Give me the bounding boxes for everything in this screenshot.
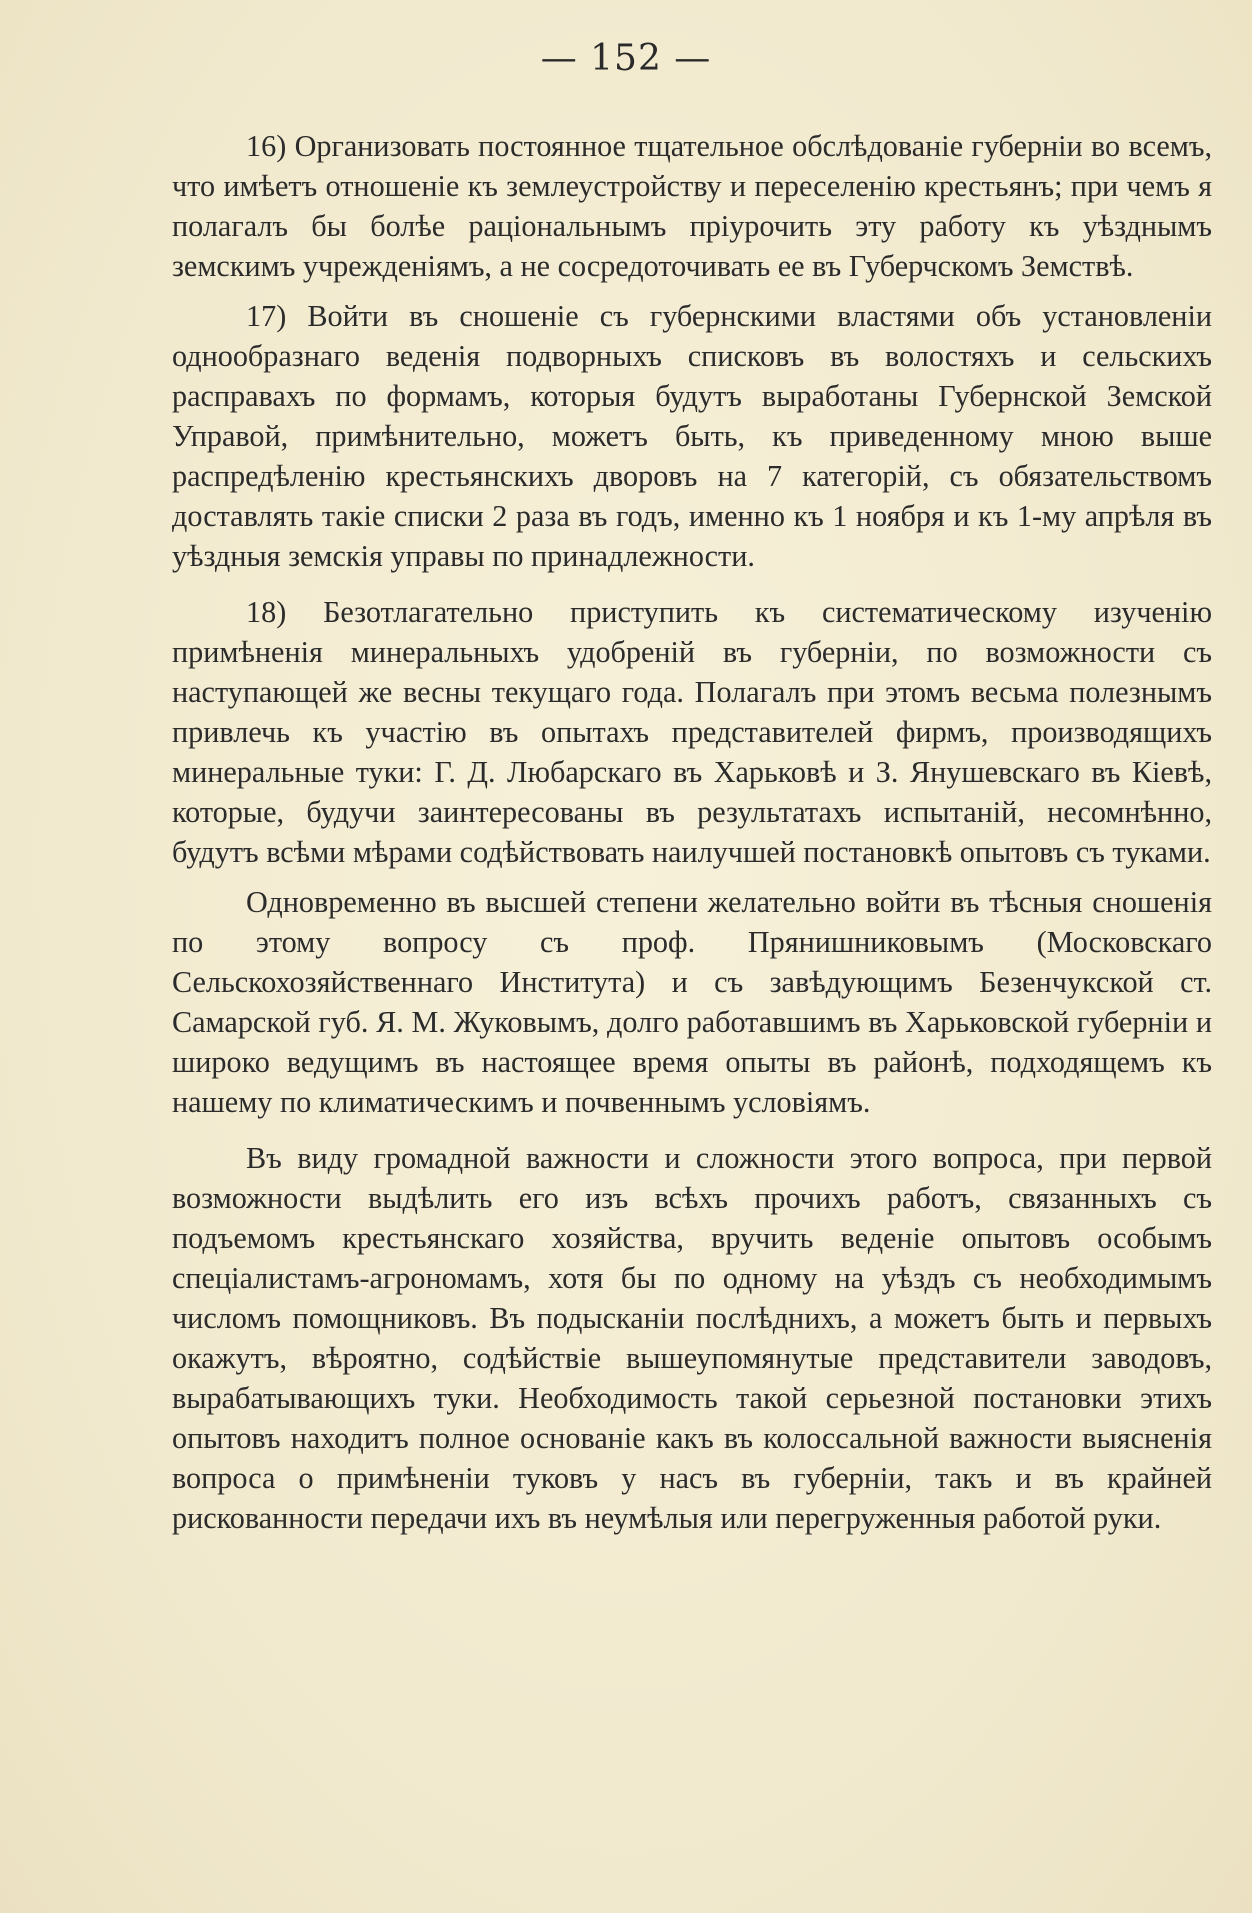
paragraph-18: 18) Безотлагательно приступить къ систематическому изученію примѣненія минеральныхъ удобреній въ губерніи, по возможности съ наступающей же весны текущаго года. Полагалъ при этомъ весьма полезнымъ привлечь къ участію въ опытахъ представителей фирмъ, производящихъ минеральные туки: Г. Д. Любарскаго въ Харьковѣ и З. Янушевскаго въ Кіевѣ, которые, будучи заинтересованы въ результатахъ испытаній, несомнѣнно, будутъ всѣми мѣрами содѣйствовать наилучшей постановкѣ опытовъ съ туками.	[172, 595, 1212, 869]
paragraph-16: 16) Организовать постоянное тщательное обслѣдованіе губерніи во всемъ, что имѣетъ отношеніе къ землеустройству и переселенію крестьянъ; при чемъ я полагалъ бы болѣе раціональнымъ пріурочить эту работу къ уѣзднымъ земскимъ учрежденіямъ, а не сосредоточивать ее въ Губерчскомъ Земствѣ.	[172, 129, 1212, 283]
paragraph-simultaneously: Одновременно въ высшей степени желательно войти въ тѣсныя сношенія по этому вопросу съ проф. Прянишниковымъ (Московскаго Сельскохозяйственнаго Института) и съ завѣдующимъ Безенчукской ст. Самарской губ. Я. М. Жуковымъ, долго работавшимъ въ Харьковской губерніи и широко ведущимъ въ настоящее время опыты въ районѣ, подходящемъ къ нашему по климатическимъ и почвеннымъ условіямъ.	[172, 885, 1212, 1119]
page-number: — 152 —	[540, 38, 712, 79]
body-text	[172, 126, 1212, 1538]
paragraph-17: 17) Войти въ сношеніе съ губернскими властями объ установленіи однообразнаго веденія подворныхъ списковъ въ волостяхъ и сельскихъ расправахъ по формамъ, которыя будутъ выработаны Губернской Земской Управой, примѣнительно, можетъ быть, къ приведенному мною выше распредѣленію крестьянскихъ дворовъ на 7 категорій, съ обязательствомъ доставлять такіе списки 2 раза въ годъ, именно къ 1 ноября и къ 1-му апрѣля въ уѣздныя земскія управы по принадлежности.	[172, 299, 1212, 573]
paragraph-in-view: Въ виду громадной важности и сложности этого вопроса, при первой возможности выдѣлить его изъ всѣхъ прочихъ работъ, связанныхъ съ подъемомъ крестьянскаго хозяйства, вручить веденіе опытовъ особымъ спеціалистамъ-агрономамъ, хотя бы по одному на уѣздъ съ необходимымъ числомъ помощниковъ. Въ подысканіи послѣднихъ, а можетъ быть и первыхъ окажутъ, вѣроятно, содѣйствіе вышеупомянутые представители заводовъ, вырабатывающихъ туки. Необходимость такой серьезной постановки этихъ опытовъ находитъ полное основаніе какъ въ колоссальной важности выясненія вопроса о примѣненіи туковъ у насъ въ губерніи, такъ и въ крайней рискованности передачи ихъ въ неумѣлыя или перегруженныя работой руки.	[172, 1141, 1212, 1535]
